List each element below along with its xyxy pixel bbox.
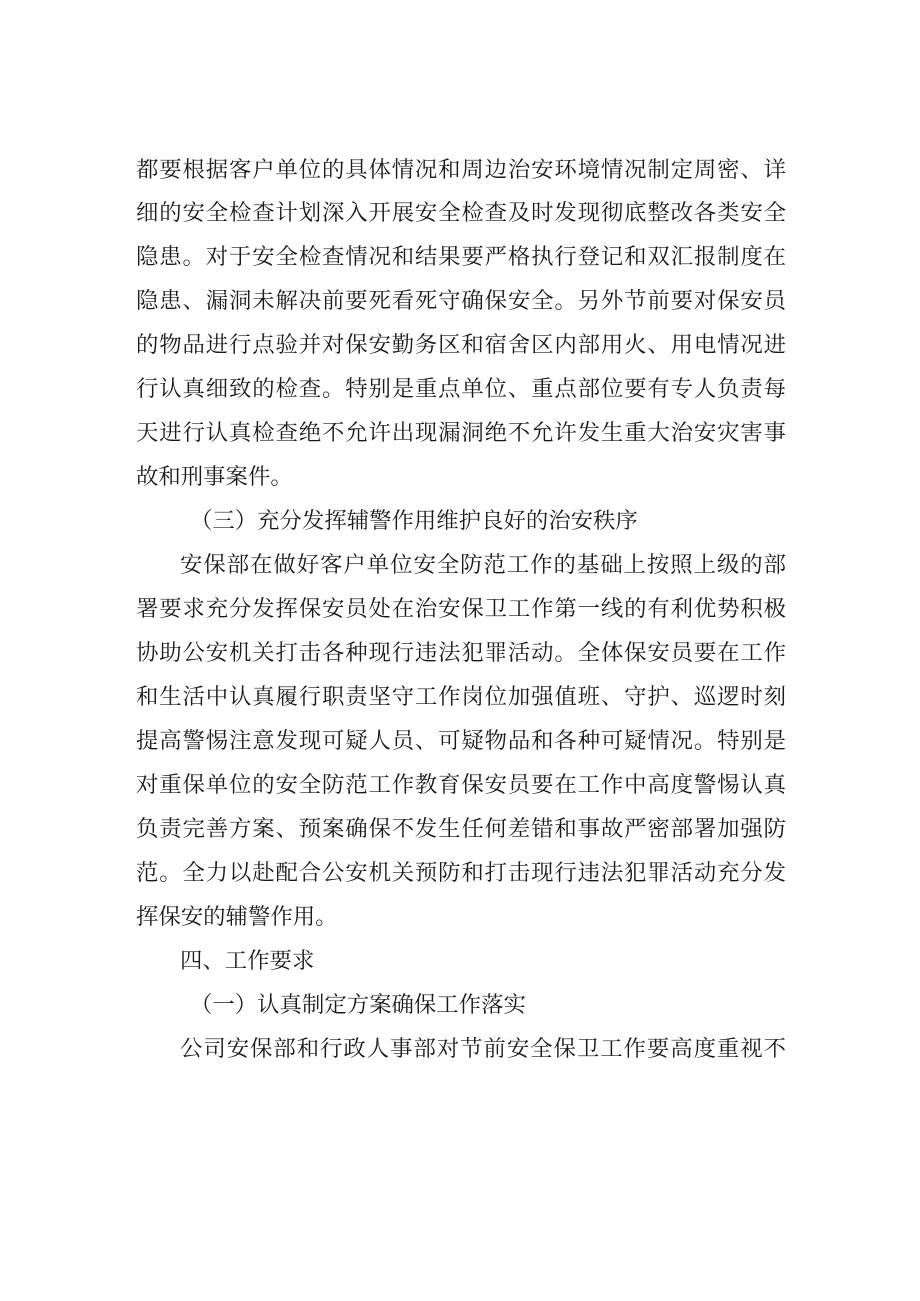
subheading-one: （一）认真制定方案确保工作落实 bbox=[190, 992, 526, 1018]
paragraph-line: 对重保单位的安全防范工作教育保安员要在工作中高度警惕认真 bbox=[136, 772, 786, 798]
paragraph-line: 挥保安的辅警作用。 bbox=[136, 904, 338, 930]
paragraph-line: 和生活中认真履行职责坚守工作岗位加强值班、守护、巡逻时刻 bbox=[136, 684, 786, 710]
paragraph-line: 的物品进行点验并对保安勤务区和宿舍区内部用火、用电情况进 bbox=[136, 332, 786, 358]
paragraph-line: 行认真细致的检查。特别是重点单位、重点部位要有专人负责每 bbox=[136, 376, 786, 402]
paragraph-line: 提高警惕注意发现可疑人员、可疑物品和各种可疑情况。特别是 bbox=[136, 728, 786, 754]
paragraph-line: 隐患、漏洞未解决前要死看死守确保安全。另外节前要对保安员 bbox=[136, 288, 786, 314]
paragraph-line: 天进行认真检查绝不允许出现漏洞绝不允许发生重大治安灾害事 bbox=[136, 420, 786, 446]
paragraph-line: 细的安全检查计划深入开展安全检查及时发现彻底整改各类安全 bbox=[136, 200, 786, 226]
paragraph-line: 都要根据客户单位的具体情况和周边治安环境情况制定周密、详 bbox=[136, 157, 786, 183]
paragraph-line: 负责完善方案、预案确保不发生任何差错和事故严密部署加强防 bbox=[136, 816, 786, 842]
paragraph-line: 范。全力以赴配合公安机关预防和打击现行违法犯罪活动充分发 bbox=[136, 860, 786, 886]
paragraph-line: 署要求充分发挥保安员处在治安保卫工作第一线的有利优势积极 bbox=[136, 596, 786, 622]
section-heading-four: 四、工作要求 bbox=[180, 948, 315, 974]
subheading-three: （三）充分发挥辅警作用维护良好的治安秩序 bbox=[190, 508, 638, 534]
paragraph-line: 公司安保部和行政人事部对节前安全保卫工作要高度重视不 bbox=[180, 1036, 786, 1062]
paragraph-line: 故和刑事案件。 bbox=[136, 464, 293, 490]
paragraph-line: 安保部在做好客户单位安全防范工作的基础上按照上级的部 bbox=[180, 552, 786, 578]
paragraph-line: 隐患。对于安全检查情况和结果要严格执行登记和双汇报制度在 bbox=[136, 244, 786, 270]
paragraph-line: 协助公安机关打击各种现行违法犯罪活动。全体保安员要在工作 bbox=[136, 640, 786, 666]
